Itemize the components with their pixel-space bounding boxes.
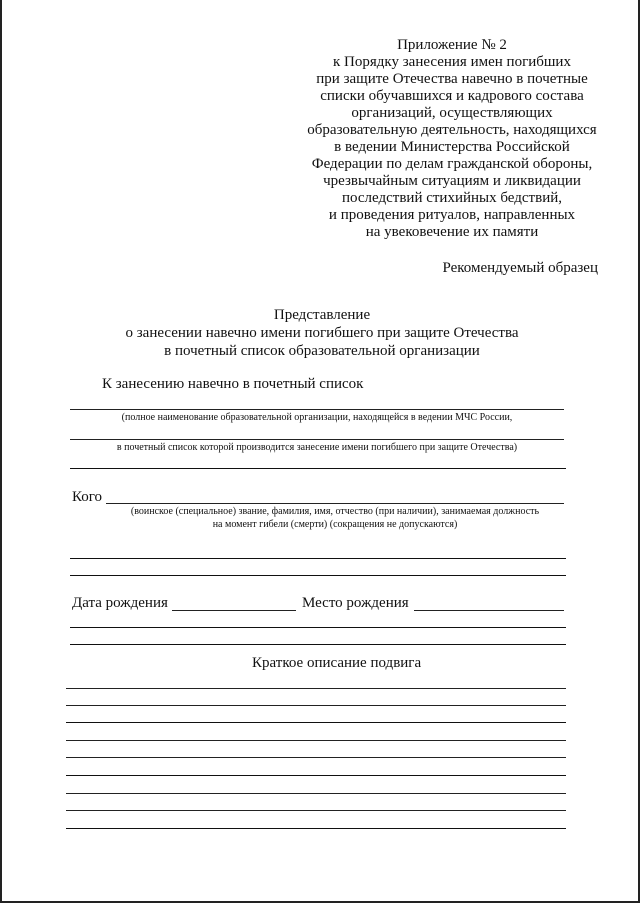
document-title bbox=[82, 306, 562, 360]
feat-line-4[interactable] bbox=[66, 740, 566, 741]
title-line-2: о занесении навечно имени погибшего при защите Отечества bbox=[125, 325, 519, 341]
birth-field-line-3[interactable] bbox=[70, 644, 566, 645]
feat-line-9[interactable] bbox=[66, 828, 566, 829]
org-hint-2: в почетный список которой производится занесение имени погибшего при защите Отечества) bbox=[116, 442, 518, 453]
sample-label: Рекомендуемый образец bbox=[442, 260, 598, 276]
org-name-field-line-2[interactable] bbox=[70, 439, 564, 440]
who-hint-2: на момент гибели (смерти) (сокращения не допускаются) bbox=[212, 519, 458, 530]
list-label: К занесению навечно в почетный список bbox=[102, 376, 364, 392]
org-hint-1: (полное наименование образовательной организации, находящейся в ведении МЧС России, bbox=[121, 412, 513, 423]
org-name-field-line-1[interactable] bbox=[70, 409, 564, 410]
feat-line-6[interactable] bbox=[66, 775, 566, 776]
feat-line-5[interactable] bbox=[66, 757, 566, 758]
appendix-number: Приложение № 2 bbox=[397, 37, 507, 53]
who-hint-1: (воинское (специальное) звание, фамилия, имя, отчество (при наличии), занимаемая должность bbox=[130, 506, 540, 517]
who-field-line-2[interactable] bbox=[70, 558, 566, 559]
birth-place-field[interactable] bbox=[414, 610, 564, 611]
who-field-line-3[interactable] bbox=[70, 575, 566, 576]
feat-line-8[interactable] bbox=[66, 810, 566, 811]
appendix-header bbox=[302, 37, 602, 241]
birth-place-label: Место рождения bbox=[302, 595, 409, 611]
who-field-line[interactable] bbox=[106, 503, 564, 504]
feat-line-1[interactable] bbox=[66, 688, 566, 689]
title-line-1: Представление bbox=[273, 307, 371, 323]
feat-line-3[interactable] bbox=[66, 722, 566, 723]
birth-field-line-2[interactable] bbox=[70, 627, 566, 628]
who-label: Кого bbox=[72, 489, 103, 505]
birth-date-label: Дата рождения bbox=[72, 595, 168, 611]
title-line-3: в почетный список образовательной организации bbox=[164, 343, 480, 359]
org-name-field-line-3[interactable] bbox=[70, 468, 566, 469]
feat-line-7[interactable] bbox=[66, 793, 566, 794]
birth-date-field[interactable] bbox=[172, 610, 296, 611]
feat-line-2[interactable] bbox=[66, 705, 566, 706]
feat-label: Краткое описание подвига bbox=[252, 655, 422, 671]
appendix-text: к Порядку занесения имен погибших при защите Отечества навечно в почетные списки обучавшихся и кадрового состава организаций, осуществляющих образовательную деятельность, находящихся в ведении Министерства Российской Федерации по делам гражданской обороны, чрезвычайным ситуациям и ликвидации последствий стихийных бедствий, и проведения ритуалов, направленных на увековечение их памяти bbox=[307, 54, 597, 240]
